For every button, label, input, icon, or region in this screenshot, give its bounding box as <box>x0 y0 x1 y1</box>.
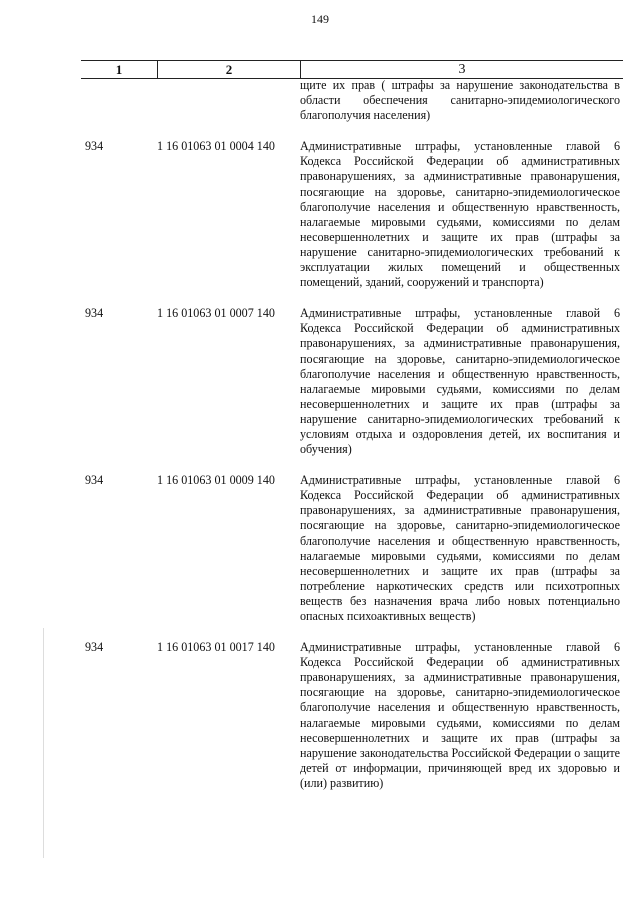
kbk-code: 1 16 01063 01 0017 140 <box>157 640 275 655</box>
table-row <box>81 139 623 290</box>
table-header <box>81 60 623 79</box>
kbk-code: 1 16 01063 01 0004 140 <box>157 139 275 154</box>
row-description: Административные штрафы, установленные главой 6 Кодекса Российской Федерации об административных правонарушениях, за административные правонарушения, посягающие на здоровье, санитарно-эпидемиологическое благополучие населения и общественную нравственность, налагаемые мировыми судьями, комиссиями по делам несовершеннолетних и защите их прав (штрафы за нарушение санитарно-эпидемиологических требований к эксплуатации жилых помещений и общественных помещений, зданий, сооружений и транспорта) <box>300 139 620 290</box>
header-col-1: 1 <box>115 61 123 77</box>
admin-code: 934 <box>85 473 104 488</box>
scan-artifact-line <box>43 628 44 858</box>
admin-code: 934 <box>85 306 104 321</box>
row-description: Административные штрафы, установленные главой 6 Кодекса Российской Федерации об административных правонарушениях, за административные правонарушения, посягающие на здоровье, санитарно-эпидемиологическое благополучие населения и общественную нравственность, налагаемые мировыми судьями, комиссиями по делам несовершеннолетних и защите их прав (штрафы за потребление наркотических средств или психотропных веществ без назначения врача либо новых потенциально опасных психоактивных веществ) <box>300 473 620 623</box>
continuation-text: щите их прав ( штрафы за нарушение законодательства в области обеспечения санитарно-эпидемиологического благополучия населения) <box>300 78 620 123</box>
kbk-code: 1 16 01063 01 0009 140 <box>157 473 275 488</box>
row-description: Административные штрафы, установленные главой 6 Кодекса Российской Федерации об административных правонарушениях, за административные правонарушения, посягающие на здоровье, санитарно-эпидемиологическое благополучие населения и общественную нравственность, налагаемые мировыми судьями, комиссиями по делам несовершеннолетних и защите их прав (штрафы за нарушение законодательства Российской Федерации о защите детей от информации, причиняющей вред их здоровью и (или) развитию) <box>300 640 620 790</box>
table-row <box>81 306 623 457</box>
page-number: 149 <box>311 12 329 26</box>
row-description: Административные штрафы, установленные главой 6 Кодекса Российской Федерации об административных правонарушениях, за административные правонарушения, посягающие на здоровье, санитарно-эпидемиологическое благополучие населения и общественную нравственность, налагаемые мировыми судьями, комиссиями по делам несовершеннолетних и защите их прав (штрафы за нарушение санитарно-эпидемиологических требований к условиям отдыха и оздоровления детей, их воспитания и обучения) <box>300 306 620 457</box>
table-row <box>81 473 623 624</box>
header-col-3: 3 <box>458 61 466 77</box>
admin-code: 934 <box>85 640 104 655</box>
header-col-2: 2 <box>157 61 301 78</box>
table-body <box>81 78 623 791</box>
table-row <box>81 640 623 791</box>
kbk-code: 1 16 01063 01 0007 140 <box>157 306 275 321</box>
admin-code: 934 <box>85 139 104 154</box>
